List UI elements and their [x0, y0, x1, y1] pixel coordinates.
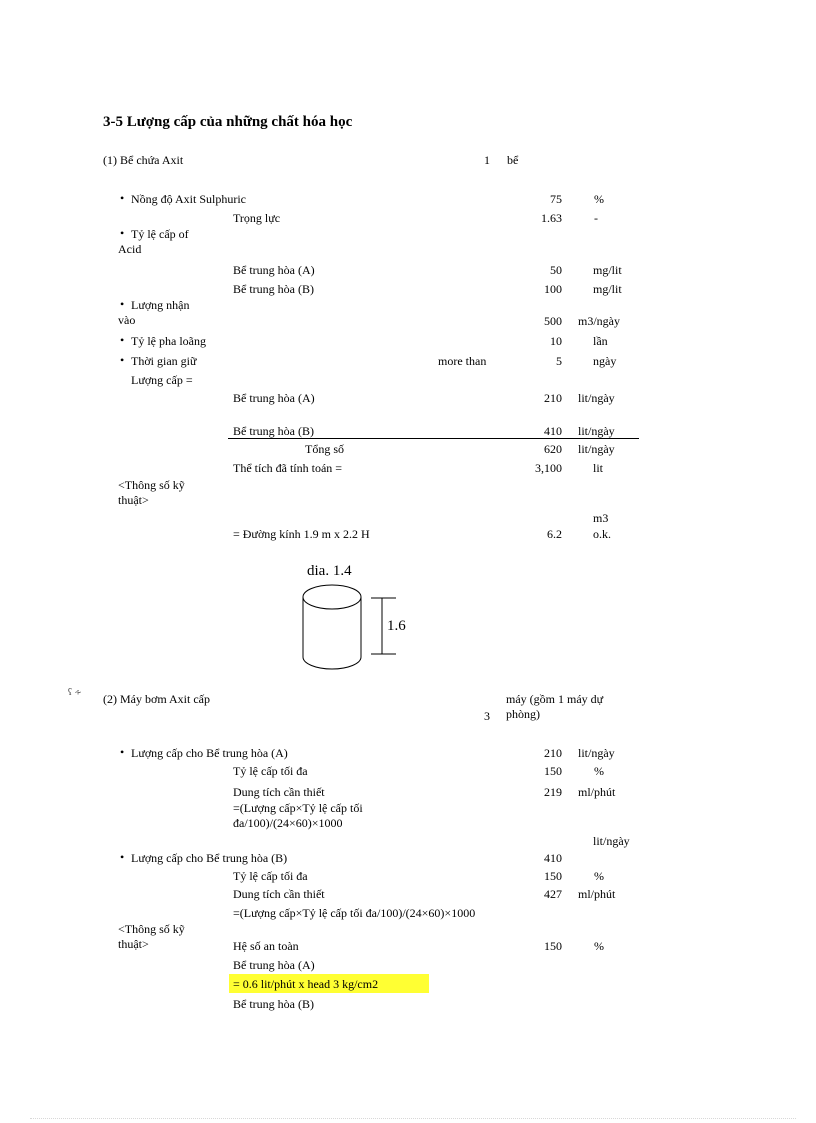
dia-label: dia. 1.4 — [307, 563, 352, 579]
conc-label: Nồng độ Axit Sulphuric — [131, 192, 247, 206]
hold-more: more than — [438, 354, 487, 368]
cap-a-unit: ml/phút — [578, 785, 616, 799]
bullet-icon: • — [120, 850, 125, 864]
ratio-b-value: 100 — [544, 282, 562, 296]
section1-qty-unit: bể — [507, 153, 519, 167]
total-divider — [228, 438, 639, 439]
feed-b-unit-2: lit/ngày — [593, 834, 630, 848]
tank-cylinder-diagram — [295, 558, 425, 673]
pump-spec-a: = 0.6 lit/phút x head 3 kg/cm2 — [233, 977, 379, 991]
volume-value: 3,100 — [535, 461, 562, 475]
feed-a-unit-2: lit/ngày — [578, 746, 615, 760]
tank-bottom-arc — [303, 657, 361, 669]
bullet-icon: • — [120, 353, 125, 367]
hold-label: Thời gian giữ — [131, 354, 197, 368]
safety-value: 150 — [544, 939, 562, 953]
safety-unit: % — [594, 939, 604, 953]
feed-a-label: Bể trung hòa (A) — [233, 391, 315, 405]
cap-a-value: 219 — [544, 785, 562, 799]
bullet-icon: • — [120, 333, 125, 347]
feed-a-unit: lit/ngày — [578, 391, 615, 405]
intake-value: 500 — [544, 314, 562, 328]
spec-value: 6.2 — [547, 527, 562, 541]
spec-ok: o.k. — [593, 527, 611, 541]
spec-unit-top: m3 — [593, 511, 609, 525]
ratio-b-unit: mg/lit — [593, 282, 622, 296]
ratio-a-value: 50 — [550, 263, 562, 277]
feed-b-value-2: 410 — [544, 851, 562, 865]
conc-unit: % — [594, 192, 604, 206]
section1-heading: (1) Bể chứa Axit — [103, 153, 184, 167]
ratio-label: Tỷ lệ cấp of Acid — [118, 227, 189, 256]
feed-b-value: 410 — [544, 424, 562, 438]
feed-a-value-2: 210 — [544, 746, 562, 760]
section2-heading: (2) Máy bơm Axit cấp — [103, 692, 210, 706]
volume-label: Thể tích đã tính toán = — [233, 461, 343, 475]
dilution-label: Tỷ lệ pha loãng — [131, 334, 206, 348]
hold-unit: ngày — [593, 354, 617, 368]
max-ratio-value-b: 150 — [544, 869, 562, 883]
tank-top-ellipse — [303, 585, 361, 609]
formula-a: =(Lượng cấp×Tỷ lệ cấp tối đa/100)/(24×60)×1000 — [233, 801, 363, 830]
spec-label: <Thông số kỹ thuật> — [118, 478, 185, 507]
dilution-value: 10 — [550, 334, 562, 348]
gravity-unit: - — [594, 211, 598, 225]
bullet-icon: • — [120, 745, 125, 759]
volume-unit: lit — [593, 461, 604, 475]
cap-b-value: 427 — [544, 887, 562, 901]
feed-a-value: 210 — [544, 391, 562, 405]
cap-b-unit: ml/phút — [578, 887, 616, 901]
intake-label: Lượng nhận vào — [118, 298, 190, 327]
total-value: 620 — [544, 442, 562, 456]
dilution-unit: lần — [593, 334, 608, 348]
height-label: 1.6 — [387, 618, 406, 634]
page-title: 3-5 Lượng cấp của những chất hóa học — [103, 114, 353, 130]
tank-a-label-2: Bể trung hòa (A) — [233, 958, 315, 972]
safety-label: Hệ số an toàn — [233, 939, 299, 953]
spec-label-2: <Thông số kỹ thuật> — [118, 922, 185, 951]
page-bottom-border — [30, 1118, 796, 1119]
hold-value: 5 — [556, 354, 562, 368]
bullet-icon: • — [120, 226, 125, 240]
ratio-b-label: Bể trung hòa (B) — [233, 282, 314, 296]
intake-unit: m3/ngày — [578, 314, 620, 328]
bullet-icon: • — [120, 191, 125, 205]
section2-qty: 3 — [484, 709, 490, 723]
section2-qty-unit: máy (gồm 1 máy dự phòng) — [506, 692, 604, 721]
cap-label-a: Dung tích cần thiết — [233, 785, 325, 799]
section1-qty: 1 — [484, 153, 490, 167]
spec-line: = Đường kính 1.9 m x 2.2 H — [233, 527, 370, 541]
cap-label-b: Dung tích cần thiết — [233, 887, 325, 901]
total-unit: lit/ngày — [578, 442, 615, 456]
ratio-a-label: Bể trung hòa (A) — [233, 263, 315, 277]
max-ratio-label-a: Tỷ lệ cấp tối đa — [233, 764, 308, 778]
feed-b-label-2: Lượng cấp cho Bể trung hòa (B) — [131, 851, 288, 865]
bullet-icon: • — [120, 297, 125, 311]
gravity-value: 1.63 — [541, 211, 562, 225]
feed-a-label-2: Lượng cấp cho Bể trung hòa (A) — [131, 746, 288, 760]
margin-mark: ʕ ∻ — [68, 687, 82, 697]
formula-b: =(Lượng cấp×Tỷ lệ cấp tối đa/100)/(24×60)×1000 — [233, 906, 476, 920]
max-ratio-unit-b: % — [594, 869, 604, 883]
max-ratio-value-a: 150 — [544, 764, 562, 778]
tank-b-label-2: Bể trung hòa (B) — [233, 997, 314, 1011]
max-ratio-label-b: Tỷ lệ cấp tối đa — [233, 869, 308, 883]
ratio-a-unit: mg/lit — [593, 263, 622, 277]
feed-b-unit: lit/ngày — [578, 424, 615, 438]
gravity-label: Trọng lực — [233, 211, 281, 225]
conc-value: 75 — [550, 192, 562, 206]
feed-label: Lượng cấp = — [131, 373, 193, 387]
max-ratio-unit-a: % — [594, 764, 604, 778]
feed-b-label: Bể trung hòa (B) — [233, 424, 314, 438]
total-label: Tổng số — [305, 442, 344, 456]
